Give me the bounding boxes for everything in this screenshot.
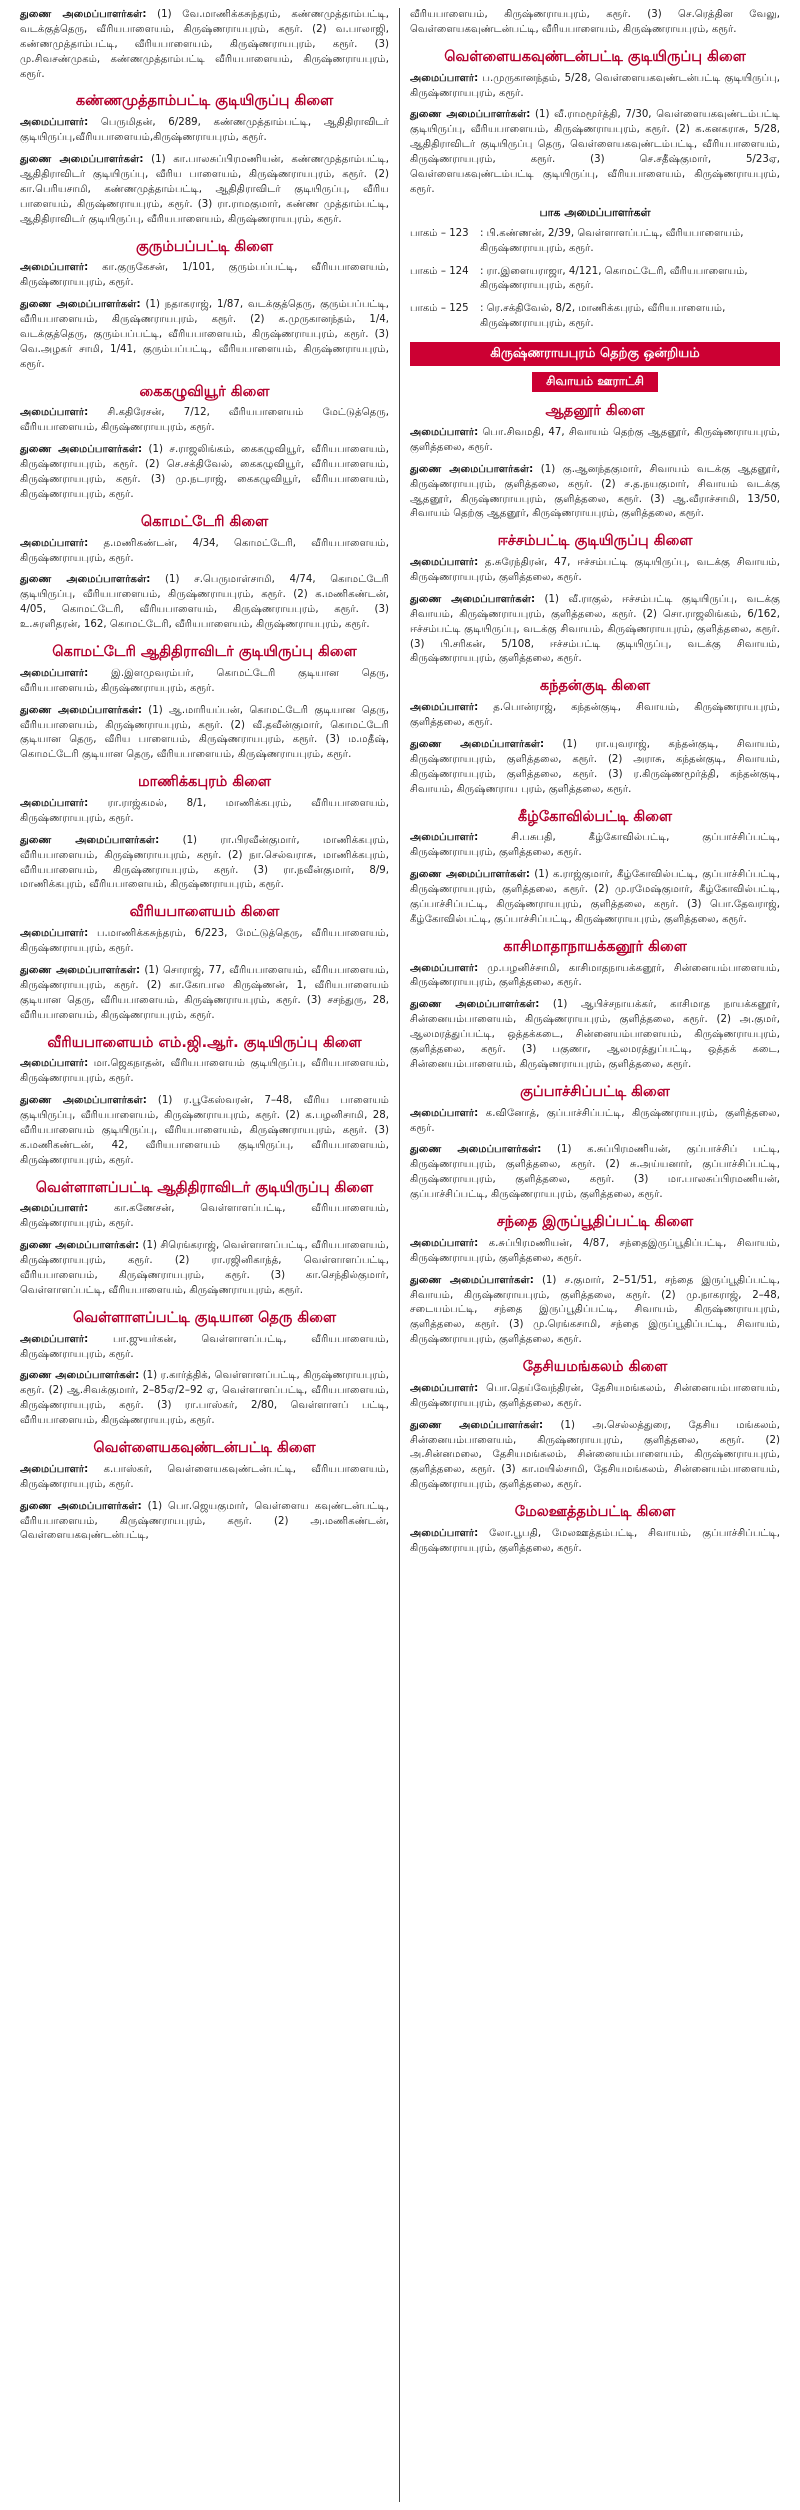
entry-text: பொ.தெய்வேந்திரன், தேசியமங்கலம், சின்னையம்பாளையம், கிருஷ்ணராயபுரம், குளித்தலை, கரூர். xyxy=(410,1382,780,1409)
branch-title: கண்ணமுத்தாம்பட்டி குடியிருப்பு கிளை xyxy=(75,93,334,110)
role-label: துணை அமைப்பாளர்கள்: xyxy=(410,593,536,605)
right-column xyxy=(400,8,788,2502)
entry-text: (1) பொ.ஜெயகுமார், வெள்ளைய கவுண்டன்பட்டி, வீரியபாளையம், கிருஷ்ணராயபுரம், கரூர். (2) அ.மணிகண்டன், வெள்ளையகவுண்டன்பட்டி, xyxy=(20,1500,389,1542)
branch-title: வெள்ளாளப்பட்டி ஆதிதிராவிடர் குடியிருப்பு கிளை xyxy=(35,1179,374,1196)
booth-row xyxy=(410,227,780,257)
office-bearer-entry xyxy=(410,738,780,798)
role-label: துணை அமைப்பாளர்கள்: xyxy=(410,869,530,881)
entry-text: ப.மாணிக்கசுந்தரம், 6/223, மேட்டுத்தெரு, வீரியபாளையம், கிருஷ்ணராயபுரம், கரூர். xyxy=(20,928,389,955)
office-bearer-entry xyxy=(410,8,780,38)
role-label: துணை அமைப்பாளர்கள்: xyxy=(410,738,545,750)
booth-row xyxy=(410,265,780,295)
entry-text: (1) அ.செல்லத்துரை, தேசிய மங்கலம், சின்னையம்பாளையம், கிருஷ்ணராயபுரம், குளித்தலை, கரூர். (2) அ.சின்னமலை, தேசியமங்கலம், சின்னையம்பாளையம், கிருஷ்ணராயபுரம், குளித்தலை, கரூர். (3) கா.மயில்சாமி, தேசியமங்கலம், சின்னையம்பாளையம், கிருஷ்ணராயபுரம், குளித்தலை, கரூர். xyxy=(410,1419,780,1491)
role-label: துணை அமைப்பாளர்கள்: xyxy=(410,999,540,1011)
panchayat-banner: சிவாயம் ஊராட்சி xyxy=(532,372,658,392)
branch-title: வெள்ளையகவுண்டன்பட்டி குடியிருப்பு கிளை xyxy=(444,48,746,65)
office-bearer-entry xyxy=(20,1202,389,1232)
role-label: துணை அமைப்பாளர்கள்: xyxy=(20,9,147,20)
two-column-layout xyxy=(12,8,788,2502)
entry-text: சி.கதிரேசன், 7/12, வீரியபாளையம் மேட்டுத்தெரு, வீரியபாளையம், கிருஷ்ணராயபுரம், கரூர். xyxy=(20,407,389,434)
office-bearer-entry xyxy=(20,927,389,957)
booth-number: பாகம் – 124 xyxy=(410,265,469,277)
office-bearer-entry xyxy=(20,1463,389,1493)
branch-title: ஈச்சம்பட்டி குடியிருப்பு கிளை xyxy=(497,533,693,550)
office-bearer-entry xyxy=(410,962,780,992)
entry-text: (1) கா.பாலசுப்பிரமணியன், கண்ணமுத்தாம்பட்டி, ஆதிதிராவிடர் குடியிருப்பு, வீரிய பாளையம், கிருஷ்ணராயபுரம், கரூர். (2) கா.பெரியசாமி, கண்ணமுத்தாம்பட்டி, ஆதிதிராவிடர் குடியிருப்பு, வீரிய பாளையம், கிருஷ்ணராயபுரம், கரூர். (3) ரா.ராமகுமார், கண்ண முத்தாம்பட்டி, ஆதிதிராவிடர் குடியிருப்பு, வீரியபாளையம், கிருஷ்ணராயபுரம், கரூர். xyxy=(20,154,389,225)
office-bearer-entry xyxy=(20,8,389,82)
left-column xyxy=(12,8,400,2502)
role-label: துணை அமைப்பாளர்கள்: xyxy=(20,964,141,976)
office-bearer-entry xyxy=(20,1500,389,1545)
office-bearer-entry xyxy=(410,1143,780,1203)
role-label: துணை அமைப்பாளர்கள்: xyxy=(410,1274,534,1286)
role-label: அமைப்பாளர்: xyxy=(20,1203,89,1215)
entry-text: பொ.சிவமதி, 47, சிவாயம் தெற்கு ஆதனூர், கிருஷ்ணராயபுரம், குளித்தலை, கரூர். xyxy=(410,426,780,453)
section-subheading: பாக அமைப்பாளர்கள் xyxy=(539,205,651,219)
role-label: அமைப்பாளர்: xyxy=(410,1382,479,1394)
role-label: அமைப்பாளர்: xyxy=(20,407,89,419)
office-bearer-entry xyxy=(20,298,389,372)
office-bearer-entry xyxy=(410,593,780,667)
branch-title: வீரியபாளையம் கிளை xyxy=(129,904,280,921)
branch-title: குரும்பப்பட்டி கிளை xyxy=(135,238,274,255)
office-bearer-entry xyxy=(410,1419,780,1493)
office-bearer-entry xyxy=(410,1237,780,1267)
role-label: துணை அமைப்பாளர்கள்: xyxy=(410,1419,544,1431)
branch-title: கந்தன்குடி கிளை xyxy=(539,678,651,695)
branch-title: சந்தை இருப்பூதிப்பட்டி கிளை xyxy=(496,1214,694,1230)
office-bearer-entry xyxy=(20,443,389,503)
entry-text: (1) வே.மாணிக்கசுந்தரம், கண்ணமுத்தாம்பட்டி, வடக்குத்தெரு, வீரியபாளையம், கிருஷ்ணராயபுரம், கரூர். (2) வ.பாலாஜி, கண்ணமுத்தாம்பட்டி, வீரியபாளையம், கிருஷ்ணராயபுரம், கரூர். (3) மு.சிவசண்முகம், கண்ணமுத்தாம்பட்டி வீரியபாளையம், கிருஷ்ணராயபுரம், கரூர். xyxy=(20,9,389,80)
branch-title: மாணிக்கபுரம் கிளை xyxy=(137,774,272,791)
branch-title: காசிமாதாநாயக்கனூர் கிளை xyxy=(503,938,687,955)
branch-title: தேசியமங்கலம் கிளை xyxy=(522,1359,668,1376)
branch-title: வெள்ளையகவுண்டன்பட்டி கிளை xyxy=(93,1440,316,1456)
booth-number: பாகம் – 123 xyxy=(410,227,469,239)
role-label: அமைப்பாளர்: xyxy=(410,1107,479,1119)
branch-title: மேலஊத்தம்பட்டி கிளை xyxy=(514,1504,676,1521)
office-bearer-entry xyxy=(20,797,389,827)
entry-text: (1) ச.பெருமாள்சாமி, 4/74, கொமட்டேரி குடியிருப்பு, வீரியபாளையம், கிருஷ்ணராயபுரம், கரூர். (2) க.மணிகண்டன், 4/05, கொமட்டேரி, வீரியபாளையம், கிருஷ்ணராயபுரம், கரூர். (3) உ.சுரளிதரன், 162, கொமட்டேரி, வீரியபாளையம், கிருஷ்ணராயபுரம், கரூர். xyxy=(20,574,389,631)
office-bearer-entry xyxy=(410,1527,780,1557)
role-label: அமைப்பாளர்: xyxy=(410,557,479,569)
role-label: துணை அமைப்பாளர்கள்: xyxy=(20,444,143,456)
entry-text: (1) ரா.யுவராஜ், கந்தன்குடி, சிவாயம், கிருஷ்ணராயபுரம், குளித்தலை, கரூர். (2) அராசு, கந்தன்குடி, சிவாயம், கிருஷ்ணராயபுரம், குளித்தலை, கரூர். (3) ர.கிருஷ்ணமூர்த்தி, கந்தன்குடி, சிவாயம், கிருஷ்ணராய புரம், குளித்தலை, கரூர். xyxy=(410,738,780,795)
office-bearer-entry xyxy=(20,116,389,146)
role-label: அமைப்பாளர்: xyxy=(20,667,89,679)
entry-text: (1) ரா.பிரவீன்குமார், மாணிக்கபுரம், வீரியபாளையம், கிருஷ்ணராயபுரம், கரூர். (2) நா.செல்வராசு, மாணிக்கபுரம், வீரியபாளையம், கிருஷ்ணராயபுரம், கரூர். (3) ரா.நவீன்குமார், 8/9, மாணிக்கபுரம், வீரியபாளையம், கிருஷ்ணராயபுரம், கரூர். xyxy=(20,834,389,891)
entry-text: (1) சொராஜ், 77, வீரியபாளையம், வீரியபாளையம், கிருஷ்ணராயபுரம், கரூர். (2) கா.கோபால கிருஷ்ணன், 1, வீரியபாளையம் குடியான தெரு, வீரியபாளையம், கிருஷ்ணராயபுரம், கரூர். (3) சசந்துரு, 28, வீரியபாளையம், கிருஷ்ணராயபுரம், கரூர். xyxy=(20,964,389,1021)
entry-text: (1) க.சுப்பிரமணியன், குப்பாச்சிப் பட்டி, கிருஷ்ணராயபுரம், குளித்தலை, கரூர். (2) சு.அய்யனார், குப்பாச்சிப்பட்டி, கிருஷ்ணராயபுரம், குளித்தலை, கரூர். (3) மா.பாலசுப்பிரமணியன், குப்பாச்சிப்பட்டி, கிருஷ்ணராயபுரம், குளித்தலை, கரூர். xyxy=(410,1144,780,1201)
entry-text: த.மணிகண்டன், 4/34, கொமட்டேரி, வீரியபாளையம், கிருஷ்ணராயபுரம், கரூர். xyxy=(20,537,389,564)
entry-text: கா.குருகேசன், 1/101, குரும்பப்பட்டி, வீரியபாளையம், கிருஷ்ணராயபுரம், கரூர். xyxy=(20,262,389,289)
office-bearer-entry xyxy=(20,406,389,436)
entry-text: ரா.ராஜ்கமல், 8/1, மாணிக்கபுரம், வீரியபாளையம், கிருஷ்ணராயபுரம், கரூர். xyxy=(20,798,389,824)
office-bearer-entry xyxy=(410,701,780,731)
office-bearer-entry xyxy=(410,1107,780,1137)
office-bearer-entry xyxy=(410,1274,780,1348)
office-bearer-entry xyxy=(410,463,780,523)
entry-text: க.சுப்பிரமணியன், 4/87, சந்தைஇருப்பூதிப்பட்டி, சிவாயம், கிருஷ்ணராயபுரம், குளித்தலை, கரூர். xyxy=(410,1237,780,1264)
role-label: அமைப்பாளர்: xyxy=(20,1058,89,1070)
role-label: அமைப்பாளர்: xyxy=(410,832,479,844)
entry-text: (1) கு.ஆனந்தகுமார், சிவாயம் வடக்கு ஆதனூர், கிருஷ்ணராயபுரம், குளித்தலை, கரூர். (2) ச.த.நயகுமார், சிவாயம் வடக்கு ஆதனூர், கிருஷ்ணராயபுரம், குளித்தலை, கரூர். (3) ஆ.வீராச்சாமி, 13/50, சிவாயம் தெற்கு ஆதனூர், கிருஷ்ணராயபுரம், குளித்தலை, கரூர். xyxy=(410,463,780,520)
role-label: அமைப்பாளர்: xyxy=(20,798,89,810)
booth-number: பாகம் – 125 xyxy=(410,303,469,315)
entry-text: (1) வீ.ராமமூர்த்தி, 7/30, வெள்ளையகவுண்டம்பட்டி குடியிருப்பு, வீரியபாளையம், கிருஷ்ணராயபுரம், கரூர். (2) க.கனகராசு, 5/28, ஆதிதிராவிடர் குடியிருப்பு தெரு, வெள்ளையகவுண்டம்பட்டி, வீரியபாளையம், கிருஷ்ணராயபுரம், கரூர். (3) செ.சதீஷ்குமார், 5/23ஏ, வெள்ளையகவுண்டம்பட்டி குடியிருப்பு, வீரியபாளையம், கிருஷ்ணராயபுரம், கரூர். xyxy=(410,109,780,195)
office-bearer-entry xyxy=(20,1057,389,1087)
booth-organiser: : பி.கண்ணன், 2/39, வெள்ளாளப்பட்டி, வீரியபாளையம், கிருஷ்ணராயபுரம், கரூர். xyxy=(480,227,744,254)
entry-text: சி.பசுபதி, கீழ்கோவில்பட்டி, குப்பாச்சிப்பட்டி, கிருஷ்ணராயபுரம், குளித்தலை, கரூர். xyxy=(410,832,780,859)
role-label: அமைப்பாளர்: xyxy=(20,1463,89,1475)
role-label: அமைப்பாளர்: xyxy=(410,1528,479,1539)
booth-organiser: : ரெ.சக்திவேல், 8/2, மாணிக்கபுரம், வீரியபாளையம், கிருஷ்ணராயபுரம், கரூர். xyxy=(480,303,726,330)
role-label: துணை அமைப்பாளர்கள்: xyxy=(410,463,534,475)
entry-text: (1) நதாகராஜ், 1/87, வடக்குத்தெரு, குரும்பப்பட்டி, வீரியபாளையம், கிருஷ்ணராயபுரம், கரூர். (2) க.முருகானந்தம், 1/4, வடக்குத்தெரு, குரும்பப்பட்டி, வீரியபாளையம், கிருஷ்ணராயபுரம், கரூர். (3) வெ.அழகர் சாமி, 1/41, குரும்பப்பட்டி, வீரியபாளையம், கிருஷ்ணராயபுரம், கரூர். xyxy=(20,299,389,370)
branch-title: கொமட்டேரி ஆதிதிராவிடர் குடியிருப்பு கிளை xyxy=(52,643,357,660)
role-label: அமைப்பாளர்: xyxy=(20,262,89,274)
branch-title: கொமட்டேரி கிளை xyxy=(140,513,269,530)
role-label: அமைப்பாளர்: xyxy=(410,702,479,714)
entry-text: கா.கணேசன், வெள்ளாளப்பட்டி, வீரியபாளையம், கிருஷ்ணராயபுரம், கரூர். xyxy=(20,1203,389,1230)
booth-organiser: : ரா.இளையராஜா, 4/121, கொமட்டேரி, வீரியபாளையம், கிருஷ்ணராயபுரம், கரூர். xyxy=(480,265,748,292)
role-label: துணை அமைப்பாளர்கள்: xyxy=(20,154,144,166)
entry-text: வீரியபாளையம், கிருஷ்ணராயபுரம், கரூர். (3) செ.ரெத்தின வேலு, வெள்ளையகவுண்டன்பட்டி, வீரியபாளையம், கிருஷ்ணராயபுரம், கரூர். xyxy=(410,9,780,35)
panchayat-banner-wrap xyxy=(410,370,780,392)
office-bearer-entry xyxy=(20,261,389,291)
branch-title: குப்பாச்சிப்பட்டி கிளை xyxy=(520,1083,670,1100)
role-label: துணை அமைப்பாளர்கள்: xyxy=(20,834,160,846)
union-banner: கிருஷ்ணராயபுரம் தெற்கு ஒன்றியம் xyxy=(410,342,780,366)
entry-text: (1) வீ.ராகுல், ஈச்சம்பட்டி குடியிருப்பு, வடக்கு சிவாயம், கிருஷ்ணராயபுரம், குளித்தலை, கரூர். (2) சொ.ராஜலிங்கம், 6/162, ஈச்சம்பட்டி குடியிருப்பு, வடக்கு சிவாயம், கிருஷ்ணராயபுரம், குளித்தலை, கரூர். (3) பி.சரிகன், 5/108, ஈச்சம்பட்டி குடியிருப்பு, வடக்கு சிவாயம், கிருஷ்ணராயபுரம், குளித்தலை, கரூர். xyxy=(410,593,780,665)
role-label: துணை அமைப்பாளர்கள்: xyxy=(20,574,151,586)
role-label: அமைப்பாளர்: xyxy=(410,72,479,84)
entry-text: த.சுரேந்திரன், 47, ஈச்சம்பட்டி குடியிருப்பு, வடக்கு சிவாயம், கிருஷ்ணராயபுரம், குளித்தலை, கரூர். xyxy=(410,557,780,584)
office-bearer-entry xyxy=(410,556,780,586)
entry-text: ப.முருகானந்தம், 5/28, வெள்ளையகவுண்டன்பட்டி குடியிருப்பு, கிருஷ்ணராயபுரம், கரூர். xyxy=(410,72,780,99)
role-label: அமைப்பாளர்: xyxy=(20,928,89,940)
role-label: துணை அமைப்பாளர்கள்: xyxy=(20,1095,147,1107)
entry-text: (1) ச.ராஜலிங்கம், கைகழுவியூர், வீரியபாளையம், கிருஷ்ணராயபுரம், கரூர். (2) செ.சக்திவேல், கைகழுவியூர், வீரியபாளையம், கிருஷ்ணராயபுரம், கரூர். (3) மு.நடராஜ், கைகழுவியூர், வீரியபாளையம், கிருஷ்ணராயபுரம், கரூர். xyxy=(20,444,389,500)
role-label: துணை அமைப்பாளர்கள்: xyxy=(20,1370,140,1382)
entry-text: (1) ர.கார்த்திக், வெள்ளாளப்பட்டி, கிருஷ்ணராயபுரம், கரூர். (2) ஆ.சிவக்குமார், 2–85ஏ/2–92 ஏ, வெள்ளாளப்பட்டி, வீரியபாளையம், கிருஷ்ணராயபுரம், கரூர். (3) ரா.பாஸ்கர், 2/80, வெள்ளாளப் பட்டி, வீரியபாளையம், கிருஷ்ணராயபுரம், கரூர். xyxy=(20,1370,389,1427)
entry-text: (1) ஆபிச்சநாயக்கர், காசிமாத நாயக்கனூர், சின்னையம்பாளையம், கிருஷ்ணராயபுரம், குளித்தலை, கரூர். (2) அ.குமர், ஆலமரத்துப்பட்டி, ஒத்தக்கடை, சின்னையம்பாளையம், கிருஷ்ணராயபுரம், குளித்தலை, கரூர். (3) பகுணா, ஆலமரத்துப்பட்டி, ஒத்தக் கடை, சின்னையம்பாளையம், கிருஷ்ணராயபுரம், குளித்தலை, கரூர். xyxy=(410,999,780,1070)
entry-text: (1) ஆ.மாரியப்பன், கொமட்டேரி குடியான தெரு, வீரியபாளையம், கிருஷ்ணராயபுரம், கரூர். (2) வீ.தவீன்குமார், கொமட்டேரி குடியான தெரு, வீரிய பாளையம், கிருஷ்ணராயபுரம், கரூர். (3) ம.மதீஷ், கொமட்டேரி குடியான தெரு, வீரியபாளையம், கிருஷ்ணராயபுரம், கரூர். xyxy=(20,704,389,761)
office-bearer-entry xyxy=(410,831,780,861)
entry-text: (1) ச.குமார், 2–51/51, சந்தை இருப்பூதிப்பட்டி, சிவாயம், கிருஷ்ணராயபுரம், குளித்தலை, கரூர். (2) மு.நாகராஜ், 2–48, சடையம்பட்டி, சந்தை இருப்பூதிப்பட்டி, சிவாயம், கிருஷ்ணராயபுரம், குளித்தலை, கரூர். (3) மு.ரெங்கசாமி, சந்தை இருப்பூதிப்பட்டி, சிவாயம், கிருஷ்ணராயபுரம், குளித்தலை, கரூர். xyxy=(410,1274,780,1346)
entry-text: க.பாஸ்கர், வெள்ளையகவுண்டன்பட்டி, வீரியபாளையம், கிருஷ்ணராயபுரம், கரூர். xyxy=(20,1463,389,1490)
office-bearer-entry xyxy=(20,964,389,1024)
role-label: துணை அமைப்பாளர்கள்: xyxy=(410,109,531,121)
role-label: துணை அமைப்பாளர்கள்: xyxy=(20,1240,140,1252)
office-bearer-entry xyxy=(410,72,780,102)
entry-text: (1) க.ராஜ்குமார், கீழ்கோவில்பட்டி, குப்பாச்சிப்பட்டி, கிருஷ்ணராயபுரம், குளித்தலை, கரூர். (2) மு.ரமேஷ்குமார், கீழ்கோவில்பட்டி, குப்பாச்சிப்பட்டி, கிருஷ்ணராயபுரம், குளித்தலை, கரூர். (3) பொ.தேவராஜ், கீழ்கோவில்பட்டி, குப்பாச்சிப்பட்டி, கிருஷ்ணராயபுரம், குளித்தலை, கரூர். xyxy=(410,869,780,925)
role-label: அமைப்பாளர்: xyxy=(20,117,89,129)
office-bearer-entry xyxy=(20,667,389,697)
office-bearer-entry xyxy=(20,1369,389,1429)
entry-text: (1) ர.பூகேஸ்வரன், 7–48, வீரிய பாளையம் குடியிருப்பு, வீரியபாளையம், கிருஷ்ணராயபுரம், கரூர். (2) க.பழனிசாமி, 28, வீரியபாளையம் குடியிருப்பு, வீரியபாளையம், கிருஷ்ணராயபுரம், கரூர். (3) க.மணிகண்டன், 42, வீரியபாளையம் குடியிருப்பு, வீரியபாளையம், கிருஷ்ணராயபுரம், கரூர். xyxy=(20,1095,389,1166)
office-bearer-entry xyxy=(20,834,389,894)
role-label: அமைப்பாளர்: xyxy=(20,537,89,549)
office-bearer-entry xyxy=(410,426,780,456)
entry-text: மு.பழனிச்சாமி, காசிமாதநாயக்கனூர், சின்னையம்பாளையம், கிருஷ்ணராயபுரம், குளித்தலை, கரூர். xyxy=(410,962,780,989)
office-bearer-entry xyxy=(20,1094,389,1168)
entry-text: பெருமிதன், 6/289, கண்ணமுத்தாம்பட்டி, ஆதிதிராவிடர் குடியிருப்பு,வீரியபாளையம்,கிருஷ்ணராயபுரம், கரூர். xyxy=(20,117,389,144)
office-bearer-entry xyxy=(20,153,389,227)
branch-title: கைகழுவியூர் கிளை xyxy=(139,383,270,400)
entry-text: பா.ஜுயர்கன், வெள்ளாளப்பட்டி, வீரியபாளையம், கிருஷ்ணராயபுரம், கரூர். xyxy=(20,1333,389,1360)
branch-title: கீழ்கோவில்பட்டி கிளை xyxy=(517,808,673,825)
office-bearer-entry xyxy=(410,1382,780,1412)
office-bearer-entry xyxy=(20,1333,389,1363)
branch-title: வெள்ளாளப்பட்டி குடியான தெரு கிளை xyxy=(72,1309,337,1326)
role-label: துணை அமைப்பாளர்கள்: xyxy=(20,299,141,311)
role-label: துணை அமைப்பாளர்கள்: xyxy=(20,704,142,716)
booth-row xyxy=(410,302,780,332)
entry-text: மா.ஜெகநாதன், வீரியபாளையம் குடியிருப்பு, வீரியபாளையம், கிருஷ்ணராயபுரம், கரூர். xyxy=(20,1058,389,1085)
entry-text: லோ.பூபதி, மேலஊத்தம்பட்டி, சிவாயம், குப்பாச்சிப்பட்டி, கிருஷ்ணராயபுரம், குளித்தலை, கரூர். xyxy=(410,1528,780,1554)
entry-text: க.வினோத், குப்பாச்சிப்பட்டி, கிருஷ்ணராயபுரம், குளித்தலை, கரூர். xyxy=(410,1107,780,1134)
office-bearer-entry xyxy=(20,1239,389,1299)
role-label: துணை அமைப்பாளர்கள்: xyxy=(20,1500,142,1512)
role-label: அமைப்பாளர்: xyxy=(410,1237,479,1249)
role-label: அமைப்பாளர்: xyxy=(20,1333,89,1345)
office-bearer-entry xyxy=(410,998,780,1072)
office-bearer-entry xyxy=(20,704,389,764)
entry-text: இ.இளமுவரம்பர், கொமட்டேரி குடியான தெரு, வீரியபாளையம், கிருஷ்ணராயபுரம், கரூர். xyxy=(20,667,389,694)
role-label: அமைப்பாளர்: xyxy=(410,962,479,974)
role-label: அமைப்பாளர்: xyxy=(410,426,479,438)
office-bearer-entry xyxy=(20,573,389,633)
entry-text: த.பொன்ராஜ், கந்தன்குடி, சிவாயம், கிருஷ்ணராயபுரம், குளித்தலை, கரூர். xyxy=(410,702,780,729)
branch-title: வீரியபாளையம் எம்.ஜி.ஆர். குடியிருப்பு கிளை xyxy=(47,1034,362,1051)
role-label: துணை அமைப்பாளர்கள்: xyxy=(410,1144,542,1156)
office-bearer-entry xyxy=(410,868,780,928)
office-bearer-entry xyxy=(20,537,389,567)
branch-title: ஆதனூர் கிளை xyxy=(545,403,645,420)
office-bearer-entry xyxy=(410,108,780,197)
entry-text: (1) சிரெங்கராஜ், வெள்ளாளப்பட்டி, வீரியபாளையம், கிருஷ்ணராயபுரம், கரூர். (2) ரா.ரஜினிகாந்த், வெள்ளாளப்பட்டி, வீரியபாளையம், கிருஷ்ணராயபுரம், கரூர். (3) கா.செந்தில்குமார், வெள்ளாளப்பட்டி, வீரியபாளையம், கிருஷ்ணராயபுரம், கரூர். xyxy=(20,1240,389,1296)
